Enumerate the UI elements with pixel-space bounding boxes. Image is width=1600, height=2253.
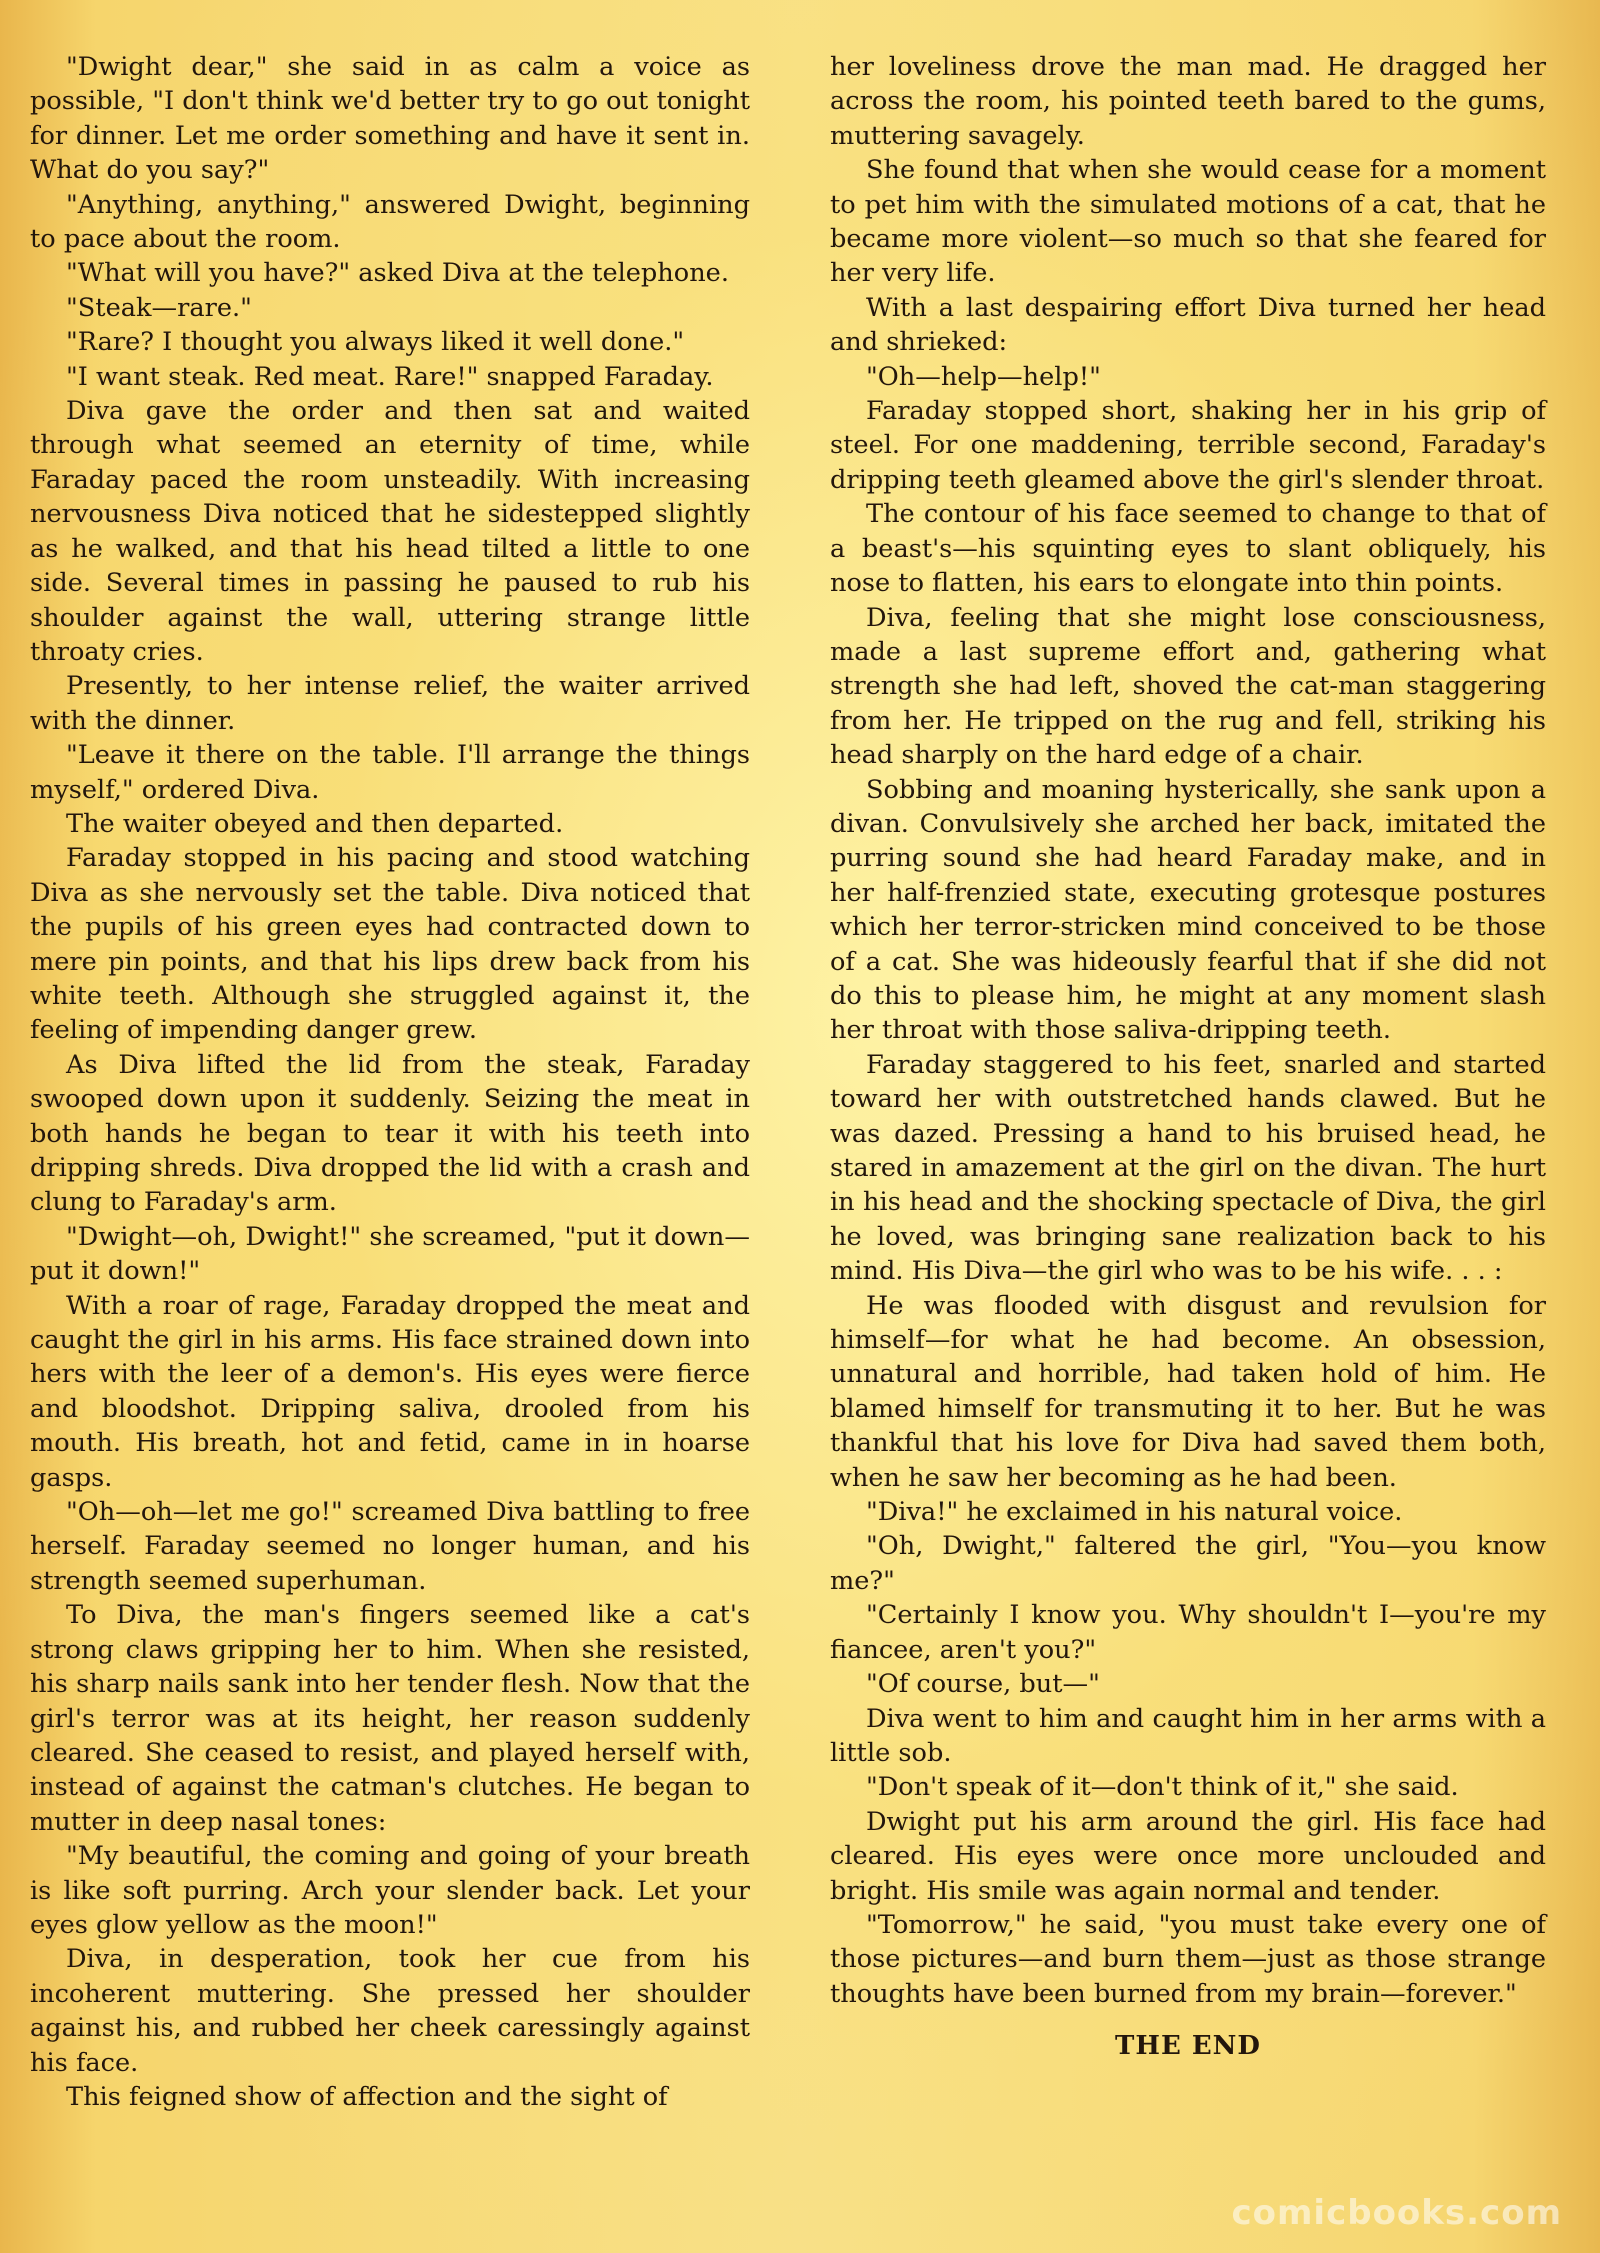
story-paragraph: "Anything, anything," answered Dwight, beginning to pace about the room. xyxy=(30,189,750,255)
story-paragraph: To Diva, the man's fingers seemed like a cat's strong claws gripping her to him. When she resisted, his sharp nails sank into her tender flesh. Now that the girl's terror was at its height, her reason suddenly cleared. She ceased to resist, and played herself with, instead of against the catman's clutches. He began to mutter in deep nasal tones: xyxy=(30,1600,750,1837)
story-paragraph: This feigned show of affection and the sight of xyxy=(66,2081,668,2112)
story-paragraph: Diva, feeling that she might lose consciousness, made a last supreme effort and, gathering what strength she had left, shoved the cat-man staggering from her. He tripped on the rug and fell, striking his head sharply on the hard edge of a chair. xyxy=(830,602,1546,771)
story-paragraph: Diva, in desperation, took her cue from his incoherent muttering. She pressed her shoulder against his, and rubbed her cheek caressingly against his face. xyxy=(30,1944,750,2078)
story-paragraph: "Steak—rare." xyxy=(66,292,252,323)
left-text-column xyxy=(30,50,750,2114)
site-watermark: comicbooks.com xyxy=(1231,2193,1562,2233)
story-paragraph: "Tomorrow," he said, "you must take every one of those pictures—and burn them—just as those strange thoughts have been burned from my brain—forever." xyxy=(830,1909,1546,2009)
story-paragraph: He was flooded with disgust and revulsion for himself—for what he had become. An obsession, unnatural and horrible, had taken hold of him. He blamed himself for transmuting it to her. But he was thankful that his love for Diva had saved them both, when he saw her becoming as he had been. xyxy=(830,1290,1546,1493)
story-paragraph: "Leave it there on the table. I'll arrange the things myself," ordered Diva. xyxy=(30,740,750,805)
story-paragraph: "What will you have?" asked Diva at the telephone. xyxy=(66,258,729,289)
story-paragraph: She found that when she would cease for a moment to pet him with the simulated motions of a cat, that he became more violent—so much so that she feared for her very life. xyxy=(830,155,1546,289)
story-paragraph: "Oh, Dwight," faltered the girl, "You—you know me?" xyxy=(830,1531,1546,1596)
story-paragraph: "Don't speak of it—don't think of it," she said. xyxy=(866,1772,1459,1803)
story-paragraph: her loveliness drove the man mad. He dragged her across the room, his pointed teeth bared to the gums, muttering savagely. xyxy=(830,52,1546,151)
story-paragraph: The contour of his face seemed to change to that of a beast's—his squinting eyes to slant obliquely, his nose to flatten, his ears to elongate into thin points. xyxy=(830,499,1546,599)
story-paragraph: "Rare? I thought you always liked it well done." xyxy=(66,327,685,358)
story-paragraph: The waiter obeyed and then departed. xyxy=(66,808,564,839)
the-end-label: THE END xyxy=(1115,2031,1261,2062)
story-paragraph: With a last despairing effort Diva turned her head and shrieked: xyxy=(830,292,1546,358)
story-paragraph: "I want steak. Red meat. Rare!" snapped Faraday. xyxy=(66,361,714,392)
story-paragraph: Faraday stopped in his pacing and stood watching Diva as she nervously set the table. Diva noticed that the pupils of his green eyes had contracted down to mere pin points, and that his lips drew back from his white teeth. Although she struggled against it, the feeling of impending danger grew. xyxy=(30,843,750,1046)
story-paragraph: "Oh—oh—let me go!" screamed Diva battling to free herself. Faraday seemed no longer human, and his strength seemed superhuman. xyxy=(30,1497,750,1596)
story-paragraph: Faraday stopped short, shaking her in his grip of steel. For one maddening, terrible second, Faraday's dripping teeth gleamed above the girl's slender throat. xyxy=(830,396,1546,495)
story-paragraph: With a roar of rage, Faraday dropped the meat and caught the girl in his arms. His face strained down into hers with the leer of a demon's. His eyes were fierce and bloodshot. Dripping saliva, drooled from his mouth. His breath, hot and fetid, came in in hoarse gasps. xyxy=(30,1290,750,1493)
story-paragraph: Presently, to her intense relief, the waiter arrived with the dinner. xyxy=(30,671,750,736)
right-text-column xyxy=(830,50,1546,2064)
story-paragraph: "Dwight—oh, Dwight!" she screamed, "put it down—put it down!" xyxy=(30,1221,750,1287)
story-paragraph: "Oh—help—help!" xyxy=(866,361,1101,392)
story-paragraph: Faraday staggered to his feet, snarled and started toward her with outstretched hands clawed. But he was dazed. Pressing a hand to his bruised head, he stared in amazement at the girl on the divan. The hurt in his head and the shocking spectacle of Diva, the girl he loved, was bringing sane realization back to his mind. His Diva—the girl who was to be his wife. . . : xyxy=(830,1049,1546,1287)
story-paragraph: As Diva lifted the lid from the steak, Faraday swooped down upon it suddenly. Seizing the meat in both hands he began to tear it with his teeth into dripping shreds. Diva dropped the lid with a crash and clung to Faraday's arm. xyxy=(30,1049,750,1218)
story-paragraph: "Diva!" he exclaimed in his natural voice. xyxy=(866,1497,1403,1528)
story-paragraph: "Dwight dear," she said in as calm a voice as possible, "I don't think we'd better try to go out tonight for dinner. Let me order something and have it sent in. What do you say?" xyxy=(30,52,750,186)
story-paragraph: "Of course, but—" xyxy=(866,1669,1100,1700)
story-paragraph: Diva gave the order and then sat and waited through what seemed an eternity of time, while Faraday paced the room unsteadily. With increasing nervousness Diva noticed that he sidestepped slightly as he walked, and that his head tilted a little to one side. Several times in passing he paused to rub his shoulder against the wall, uttering strange little throaty cries. xyxy=(30,396,750,667)
story-paragraph: Sobbing and moaning hysterically, she sank upon a divan. Convulsively she arched her back, imitated the purring sound she had heard Faraday make, and in her half-frenzied state, executing grotesque postures which her terror-stricken mind conceived to be those of a cat. She was hideously fearful that if she did not do this to please him, he might at any moment slash her throat with those saliva-dripping teeth. xyxy=(830,774,1546,1046)
story-paragraph: Dwight put his arm around the girl. His face had cleared. His eyes were once more unclouded and bright. His smile was again normal and tender. xyxy=(830,1806,1546,1906)
story-paragraph: "Certainly I know you. Why shouldn't I—you're my fiancee, aren't you?" xyxy=(830,1600,1546,1665)
story-paragraph: "My beautiful, the coming and going of your breath is like soft purring. Arch your slender back. Let your eyes glow yellow as the moon!" xyxy=(30,1841,750,1940)
story-paragraph: Diva went to him and caught him in her arms with a little sob. xyxy=(830,1703,1546,1768)
